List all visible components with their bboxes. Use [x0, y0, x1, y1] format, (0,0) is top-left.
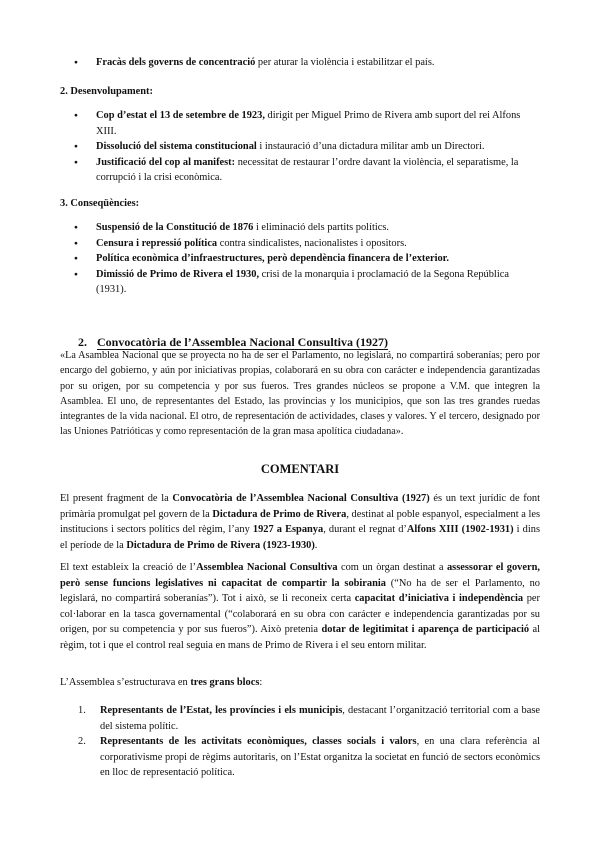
- list-item: [60, 251, 540, 267]
- bullet-bold-text: Censura i repressió política: [96, 237, 218, 249]
- bold-text: Alfons XIII (1902-1931): [406, 524, 514, 536]
- text-run: , destacant l’organització territorial com a base del sistema polític.: [100, 705, 541, 732]
- bullet-text: per aturar la violència i estabilitzar el país.: [255, 57, 435, 68]
- list-item: [60, 267, 540, 298]
- bullet-bold-text: Suspensió de la Constitució de 1876: [96, 222, 254, 233]
- text-run: i dins el període de la: [60, 524, 541, 551]
- text-run: , destinat al poble espanyol, especialment a les institucions i sectors polítics del règim, l’any: [60, 508, 541, 536]
- text-run: al règim, tot i que el control real seguia en mans de Primo de Rivera i el seu entorn militar.: [60, 624, 540, 652]
- list-item: [60, 155, 540, 186]
- numbered-list: [60, 703, 540, 781]
- bullet-text: i instauració d’una dictadura militar amb un Directori.: [256, 141, 485, 153]
- bullet-bold-text: Dimissió de Primo de Rivera el 1930,: [96, 268, 260, 280]
- desenvolupament-list: [60, 108, 540, 186]
- bullet-bold-text: Política econòmica d’infraestructures, però dependència financera de l’exterior.: [96, 253, 449, 265]
- paragraph-3: [60, 675, 540, 691]
- section-heading-consequencies: 3. Conseqüències:: [60, 198, 140, 209]
- text-run: L’Assemblea s’estructurava en: [60, 677, 191, 688]
- bullet-text: crisi de la monarquia i proclamació de la Segona República (1931).: [96, 268, 509, 296]
- consequencies-list: [60, 220, 540, 298]
- bold-text: capacitat d’iniciativa i independència: [354, 593, 524, 605]
- bold-text: Representants de l’Estat, les províncies i els municipis: [100, 705, 343, 716]
- text-run: .: [314, 539, 318, 551]
- text-run: (“No ha de ser el Parlamento, no legislará, no compartirá soberanías”). Tot i això, se li reconeix certa: [60, 577, 540, 605]
- paragraph-2: [60, 560, 540, 654]
- bold-text: Dictadura de Primo de Rivera (1923-1930): [126, 539, 315, 551]
- bold-text: tres grans blocs: [190, 677, 260, 688]
- list-item: [60, 55, 540, 71]
- bold-text: dotar de legitimitat i aparença de participació: [321, 624, 530, 636]
- section-heading-desenvolupament: 2. Desenvolupament:: [60, 86, 153, 97]
- text-run: com un òrgan destinat a: [337, 562, 447, 573]
- bold-text: Representants de les activitats econòmiques, classes socials i valors: [100, 736, 417, 748]
- top-bullet-list: [60, 55, 540, 71]
- section-title-text: Convocatòria de l’Assemblea Nacional Consultiva (1927): [97, 335, 388, 349]
- bullet-text: dirigit per Miguel Primo de Rivera amb suport del rei Alfons XIII.: [96, 110, 521, 137]
- bullet-text: i eliminació dels partits polítics.: [253, 222, 389, 233]
- bullet-bold-text: Dissolució del sistema constitucional: [96, 141, 257, 153]
- text-run: El present fragment de la: [60, 493, 173, 504]
- bullet-text: contra sindicalistes, nacionalistes i opositors.: [217, 237, 407, 249]
- bold-text: assessorar el govern, però sense funcions legislatives ni capacitat de compartir la sobirania: [60, 562, 540, 589]
- bullet-text: necessitat de restaurar l’ordre davant la violència, el separatisme, la corrupció i la crisi econòmica.: [96, 156, 519, 184]
- text-run: El text estableix la creació de l’: [60, 562, 197, 573]
- comentari-heading: COMENTARI: [260, 462, 340, 476]
- list-item: [60, 220, 540, 236]
- paragraph-1: [60, 491, 540, 553]
- text-run: per col·laborar en la tasca governamental (“colaborará en su obra con carácter e independencia garantizadas por su origen, por su competencia y por sus fueros”). Això pretenia: [60, 593, 541, 636]
- text-run: :: [259, 677, 263, 688]
- list-item: [60, 236, 540, 252]
- list-item: [60, 108, 540, 139]
- numbered-item: [60, 703, 540, 734]
- source-quote: «La Asamblea Nacional que se proyecta no ha de ser el Parlamento, no legislará, no compartirá soberanías; pero por encargo del gobierno, y aún por iniciativas propias, colaborará en su obra con carácter e independencia garantizadas por su origen, por su competencia y por sus fueros. Tres grandes núcleos se propone a V.M. que integren la Asamblea. El uno, de representantes del Estado, las provincias y los municipios, que son las tres grandes ruedas integrantes de la vida nacional. El otro, de representación de actividades, clases y valores. Y el tercero, designado por las Uniones Patrióticas y como representación de la gran masa apolítica ciudadana».: [60, 350, 540, 438]
- section-number: 2.: [78, 335, 87, 349]
- item-number: 1.: [78, 705, 86, 716]
- list-item: [60, 139, 540, 155]
- text-run: , durant el regnat d’: [323, 524, 407, 536]
- numbered-item: [60, 734, 540, 781]
- bold-text: Assemblea Nacional Consultiva: [196, 562, 338, 573]
- bullet-bold-text: Fracàs dels governs de concentració: [96, 57, 256, 68]
- bold-text: 1927 a Espanya: [252, 524, 324, 536]
- bullet-bold-text: Cop d’estat el 13 de setembre de 1923,: [96, 110, 265, 121]
- bold-text: Convocatòria de l’Assemblea Nacional Consultiva (1927): [172, 493, 430, 504]
- text-run: és un text jurídic de font primària promulgat pel govern de la: [60, 493, 540, 520]
- text-run: , en una clara referència al corporativisme propi de règims autoritaris, on l’Estat organitza la societat en funció de sectors econòmics en lloc de representació política.: [100, 736, 540, 779]
- bullet-bold-text: Justificació del cop al manifest:: [96, 156, 236, 168]
- bold-text: Dictadura de Primo de Rivera: [212, 508, 347, 520]
- item-number: 2.: [78, 736, 86, 748]
